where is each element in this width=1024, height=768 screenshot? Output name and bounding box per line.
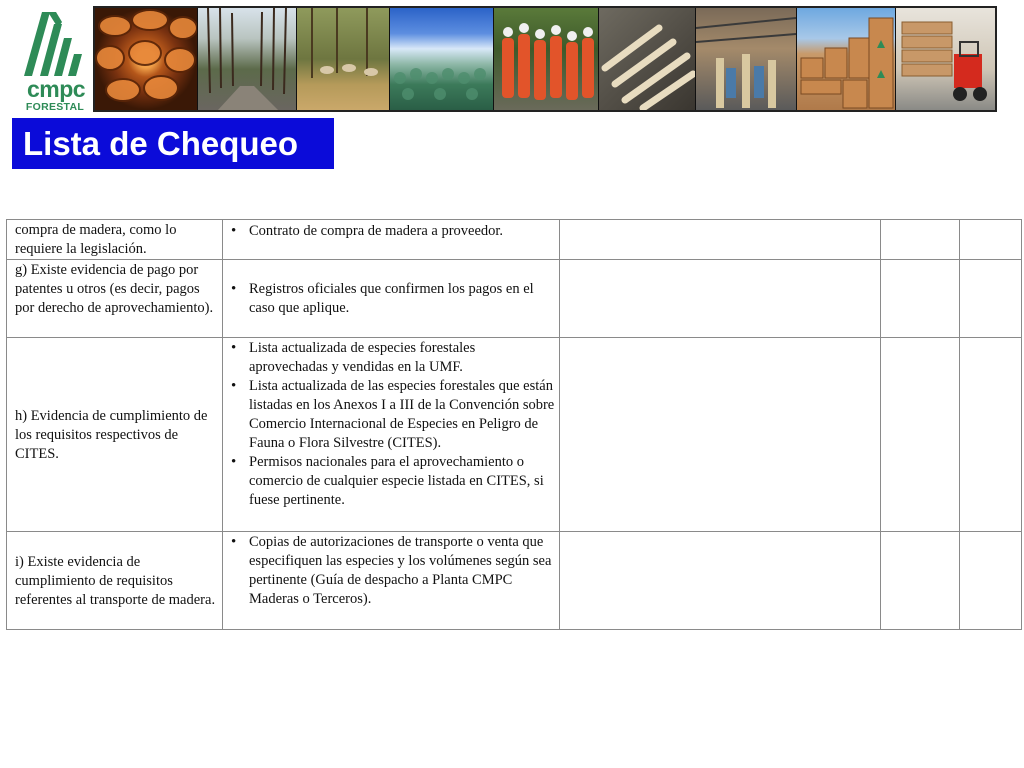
- evidence-list: [223, 338, 559, 510]
- evidence-cell: [223, 532, 560, 630]
- sawmill-interior-photo: [695, 8, 796, 110]
- page-title: Lista de Chequeo: [23, 125, 299, 162]
- criterion-cell: compra de madera, como lo requiere la legislación.: [7, 220, 223, 260]
- table-row: [7, 338, 1022, 532]
- forest-road-photo: [197, 8, 296, 110]
- forest-workers-photo: [493, 8, 598, 110]
- evidence-item: • Contrato de compra de madera a proveedor.: [249, 222, 555, 241]
- table-row: [7, 532, 1022, 630]
- empty-cell: [960, 338, 1022, 532]
- criterion-cell: h) Evidencia de cumplimiento de los requisitos respectivos de CITES.: [7, 338, 223, 532]
- table-row: [7, 220, 1022, 260]
- evidence-list: [223, 260, 559, 318]
- checklist-table: [6, 219, 1022, 630]
- criterion-cell: i) Existe evidencia de cumplimiento de requisitos referentes al transporte de madera.: [7, 532, 223, 630]
- evidence-cell: [223, 338, 560, 532]
- empty-cell: [881, 220, 960, 260]
- evidence-item: • Registros oficiales que confirmen los pagos en el caso que aplique.: [249, 280, 555, 318]
- log-stack-photo: [598, 8, 695, 110]
- empty-cell: [960, 532, 1022, 630]
- empty-cell: [960, 260, 1022, 338]
- cmpc-forestal-logo: [18, 8, 92, 112]
- lumber-yard-photo: [796, 8, 895, 110]
- evidence-item: • Copias de autorizaciones de transporte o venta que especifiquen las especies y los volúmenes según sea pertinente (Guía de despacho a Planta CMPC Maderas o Terceros).: [249, 533, 555, 609]
- evidence-list: [223, 220, 559, 241]
- empty-cell: [560, 532, 881, 630]
- evidence-cell: [223, 220, 560, 260]
- table-row: [7, 260, 1022, 338]
- empty-cell: [560, 338, 881, 532]
- forklift-lumber-photo: [895, 8, 995, 110]
- empty-cell: [560, 260, 881, 338]
- pine-canopy-aerial-photo: [389, 8, 493, 110]
- page-title-banner: [12, 118, 334, 169]
- criterion-cell: g) Existe evidencia de pago por patentes u otros (es decir, pagos por derecho de aprovechamiento).: [7, 260, 223, 338]
- tree-stripes-icon: [18, 8, 92, 78]
- photo-banner: [93, 6, 997, 112]
- evidence-item: • Permisos nacionales para el aprovechamiento o comercio de cualquier especie listada en CITES, si fuese pertinente.: [249, 453, 555, 510]
- deer-in-forest-photo: [296, 8, 389, 110]
- empty-cell: [560, 220, 881, 260]
- empty-cell: [881, 338, 960, 532]
- evidence-list: [223, 532, 559, 609]
- pine-cone-photo: [95, 8, 197, 110]
- logo-sub-text: FORESTAL: [25, 101, 85, 113]
- empty-cell: [960, 220, 1022, 260]
- empty-cell: [881, 532, 960, 630]
- evidence-item: • Lista actualizada de las especies forestales que están listadas en los Anexos I a III de la Convención sobre Comercio Internacional de Especies en Peligro de Fauna o Flora Silvestre (CITES).: [249, 377, 555, 453]
- logo-brand-text: cmpc: [26, 76, 86, 102]
- evidence-cell: [223, 260, 560, 338]
- empty-cell: [881, 260, 960, 338]
- evidence-item: • Lista actualizada de especies forestales aprovechadas y vendidas en la UMF.: [249, 339, 555, 377]
